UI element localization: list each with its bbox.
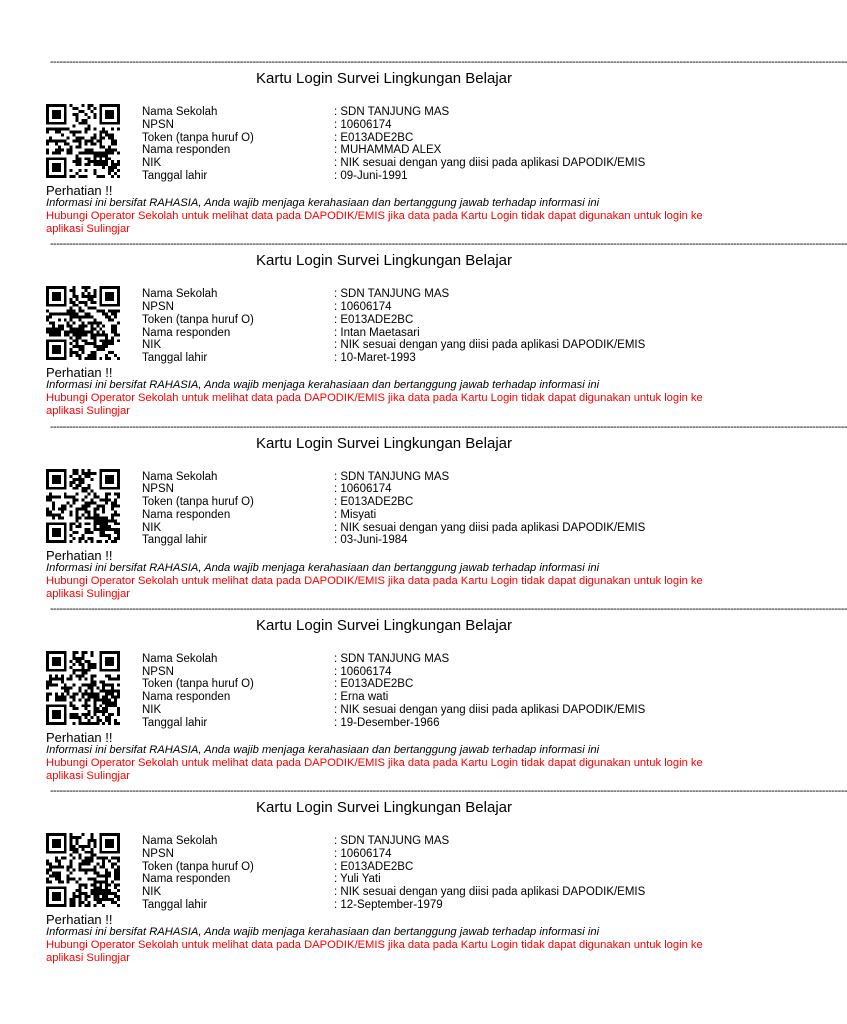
field-row-nik <box>142 339 742 352</box>
field-row-token <box>142 496 742 509</box>
school-value: : SDN TANJUNG MAS <box>334 470 450 483</box>
cut-line-divider: ------------------------------------------------------------------------------------------------------------------------------------------------------------------------------------------------------------------------------------------------------------ <box>50 602 847 615</box>
nik-value: : NIK sesuai dengan yang diisi pada aplikasi DAPODIK/EMIS <box>334 521 646 534</box>
token-value: : E013ADE2BC <box>334 131 414 144</box>
login-card <box>0 602 847 786</box>
field-row-nik <box>142 522 742 535</box>
qr-code-icon <box>46 651 120 725</box>
field-row-token <box>142 132 742 145</box>
npsn-value: : 10606174 <box>334 847 392 860</box>
school-value: : SDN TANJUNG MAS <box>334 288 450 301</box>
field-row-school <box>142 106 742 119</box>
npsn-value: : 10606174 <box>334 665 392 678</box>
field-row-npsn <box>142 848 742 861</box>
npsn-label: NPSN <box>142 665 174 678</box>
cut-line-divider: ------------------------------------------------------------------------------------------------------------------------------------------------------------------------------------------------------------------------------------------------------------ <box>50 420 847 433</box>
school-label: Nama Sekolah <box>142 288 218 301</box>
card-title: Kartu Login Survei Lingkungan Belajar <box>255 70 512 87</box>
birth-value: : 12-September-1979 <box>334 898 443 911</box>
field-row-respondent <box>142 144 742 157</box>
confidential-notice: Informasi ini bersifat RAHASIA, Anda wajib menjaga kerahasiaan dan bertanggung jawab terhadap informasi ini <box>46 379 600 392</box>
operator-contact-warning: Hubungi Operator Sekolah untuk melihat data pada DAPODIK/EMIS jika data pada Kartu Login tidak dapat digunakan untuk login ke aplikasi Sulingjar <box>46 574 703 600</box>
field-row-birth <box>142 534 742 547</box>
login-card <box>0 238 847 421</box>
token-value: : E013ADE2BC <box>334 313 414 326</box>
perhatian-heading: Perhatian !! <box>46 912 113 927</box>
birth-label: Tanggal lahir <box>142 352 208 365</box>
nik-value: : NIK sesuai dengan yang diisi pada aplikasi DAPODIK/EMIS <box>334 886 646 899</box>
cut-line-divider: ------------------------------------------------------------------------------------------------------------------------------------------------------------------------------------------------------------------------------------------------------------ <box>50 238 847 251</box>
nik-value: : NIK sesuai dengan yang diisi pada aplikasi DAPODIK/EMIS <box>334 703 646 716</box>
field-row-token <box>142 861 742 874</box>
school-label: Nama Sekolah <box>142 652 218 665</box>
birth-value: : 09-Juni-1991 <box>334 169 408 182</box>
field-row-school <box>142 835 742 848</box>
field-row-school <box>142 653 742 666</box>
perhatian-heading: Perhatian !! <box>46 547 113 563</box>
birth-value: : 10-Maret-1993 <box>334 352 416 365</box>
card-title: Kartu Login Survei Lingkungan Belajar <box>255 799 512 816</box>
nik-label: NIK <box>142 339 162 352</box>
respondent-label: Nama responden <box>142 508 231 521</box>
confidential-notice: Informasi ini bersifat RAHASIA, Anda wajib menjaga kerahasiaan dan bertanggung jawab terhadap informasi ini <box>46 197 600 209</box>
field-row-birth <box>142 170 742 183</box>
school-value: : SDN TANJUNG MAS <box>334 106 450 118</box>
token-label: Token (tanpa huruf O) <box>142 678 254 691</box>
operator-contact-warning: Hubungi Operator Sekolah untuk melihat data pada DAPODIK/EMIS jika data pada Kartu Login tidak dapat digunakan untuk login ke aplikasi Sulingjar <box>46 392 703 418</box>
school-value: : SDN TANJUNG MAS <box>334 652 450 665</box>
respondent-value: : MUHAMMAD ALEX <box>334 144 442 157</box>
card-title: Kartu Login Survei Lingkungan Belajar <box>255 616 512 634</box>
birth-value: : 19-Desember-1966 <box>334 716 440 729</box>
nik-value: : NIK sesuai dengan yang diisi pada aplikasi DAPODIK/EMIS <box>334 339 646 352</box>
operator-contact-warning: Hubungi Operator Sekolah untuk melihat data pada DAPODIK/EMIS jika data pada Kartu Login tidak dapat digunakan untuk login ke aplikasi Sulingjar <box>46 756 703 782</box>
school-label: Nama Sekolah <box>142 106 218 118</box>
card-title: Kartu Login Survei Lingkungan Belajar <box>255 252 512 270</box>
field-row-birth <box>142 899 742 912</box>
login-card <box>0 785 847 968</box>
respondent-label: Nama responden <box>142 873 231 886</box>
respondent-label: Nama responden <box>142 691 231 704</box>
field-row-respondent <box>142 327 742 340</box>
login-card-list <box>0 56 847 968</box>
perhatian-heading: Perhatian !! <box>46 729 113 745</box>
token-value: : E013ADE2BC <box>334 860 414 873</box>
qr-code-icon <box>46 469 120 543</box>
qr-code-icon <box>46 833 120 907</box>
nik-label: NIK <box>142 521 162 534</box>
operator-contact-warning: Hubungi Operator Sekolah untuk melihat data pada DAPODIK/EMIS jika data pada Kartu Login tidak dapat digunakan untuk login ke aplikasi Sulingjar <box>46 939 703 964</box>
npsn-label: NPSN <box>142 301 174 314</box>
birth-value: : 03-Juni-1984 <box>334 534 408 547</box>
nik-label: NIK <box>142 703 162 716</box>
card-fields <box>142 835 742 912</box>
respondent-label: Nama responden <box>142 326 231 339</box>
login-card <box>0 56 847 239</box>
perhatian-heading: Perhatian !! <box>46 365 113 381</box>
card-title: Kartu Login Survei Lingkungan Belajar <box>255 434 512 452</box>
card-fields <box>142 288 742 365</box>
card-fields <box>142 653 742 730</box>
perhatian-heading: Perhatian !! <box>46 183 113 198</box>
respondent-value: : Yuli Yati <box>334 873 381 886</box>
token-value: : E013ADE2BC <box>334 496 414 509</box>
qr-code-icon <box>46 286 120 360</box>
token-label: Token (tanpa huruf O) <box>142 131 254 144</box>
nik-value: : NIK sesuai dengan yang diisi pada aplikasi DAPODIK/EMIS <box>334 157 646 170</box>
respondent-value: : Misyati <box>334 508 377 521</box>
field-row-nik <box>142 704 742 717</box>
cut-line-divider: ------------------------------------------------------------------------------------------------------------------------------------------------------------------------------------------------------------------------------------------------------------ <box>50 56 847 68</box>
npsn-value: : 10606174 <box>334 301 392 314</box>
operator-contact-warning: Hubungi Operator Sekolah untuk melihat data pada DAPODIK/EMIS jika data pada Kartu Login tidak dapat digunakan untuk login ke aplikasi Sulingjar <box>46 210 703 235</box>
npsn-label: NPSN <box>142 483 174 496</box>
field-row-npsn <box>142 119 742 132</box>
qr-code-icon <box>46 104 120 178</box>
token-label: Token (tanpa huruf O) <box>142 496 254 509</box>
card-fields <box>142 106 742 183</box>
school-label: Nama Sekolah <box>142 835 218 847</box>
field-row-token <box>142 314 742 327</box>
login-card <box>0 420 847 604</box>
nik-label: NIK <box>142 886 162 899</box>
field-row-birth <box>142 352 742 365</box>
birth-label: Tanggal lahir <box>142 898 208 911</box>
field-row-respondent <box>142 509 742 522</box>
school-label: Nama Sekolah <box>142 470 218 483</box>
npsn-label: NPSN <box>142 118 174 131</box>
npsn-value: : 10606174 <box>334 483 392 496</box>
confidential-notice: Informasi ini bersifat RAHASIA, Anda wajib menjaga kerahasiaan dan bertanggung jawab terhadap informasi ini <box>46 561 600 574</box>
confidential-notice: Informasi ini bersifat RAHASIA, Anda wajib menjaga kerahasiaan dan bertanggung jawab terhadap informasi ini <box>46 743 600 756</box>
npsn-value: : 10606174 <box>334 118 392 131</box>
field-row-school <box>142 471 742 484</box>
respondent-value: : Intan Maetasari <box>334 326 420 339</box>
birth-label: Tanggal lahir <box>142 534 208 547</box>
field-row-respondent <box>142 873 742 886</box>
token-label: Token (tanpa huruf O) <box>142 860 254 873</box>
birth-label: Tanggal lahir <box>142 716 208 729</box>
birth-label: Tanggal lahir <box>142 169 208 182</box>
respondent-value: : Erna wati <box>334 691 389 704</box>
field-row-npsn <box>142 666 742 679</box>
school-value: : SDN TANJUNG MAS <box>334 835 450 847</box>
token-label: Token (tanpa huruf O) <box>142 313 254 326</box>
npsn-label: NPSN <box>142 847 174 860</box>
field-row-school <box>142 288 742 301</box>
field-row-npsn <box>142 483 742 496</box>
field-row-token <box>142 678 742 691</box>
field-row-nik <box>142 157 742 170</box>
cut-line-divider: ------------------------------------------------------------------------------------------------------------------------------------------------------------------------------------------------------------------------------------------------------------ <box>50 785 847 797</box>
respondent-label: Nama responden <box>142 144 231 157</box>
confidential-notice: Informasi ini bersifat RAHASIA, Anda wajib menjaga kerahasiaan dan bertanggung jawab terhadap informasi ini <box>46 926 600 938</box>
nik-label: NIK <box>142 157 162 170</box>
field-row-birth <box>142 717 742 730</box>
field-row-respondent <box>142 691 742 704</box>
field-row-npsn <box>142 301 742 314</box>
field-row-nik <box>142 886 742 899</box>
token-value: : E013ADE2BC <box>334 678 414 691</box>
card-fields <box>142 471 742 548</box>
